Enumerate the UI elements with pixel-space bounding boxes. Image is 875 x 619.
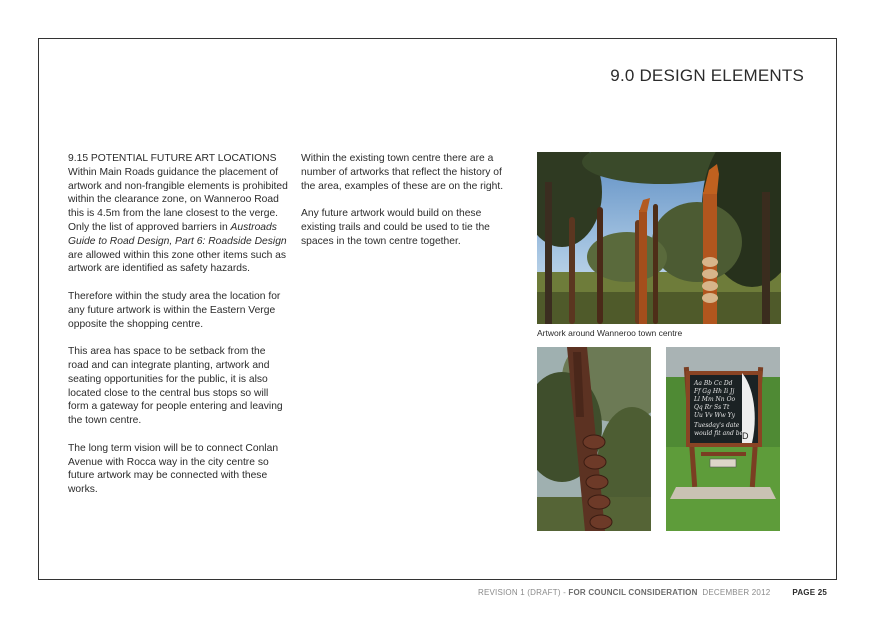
photo-chalkboard-artwork <box>666 347 780 531</box>
footer-consideration: FOR COUNCIL CONSIDERATION <box>568 588 698 597</box>
section-title: 9.0 DESIGN ELEMENTS <box>610 66 804 85</box>
footer-date: DECEMBER 2012 <box>702 588 771 597</box>
board-line-1: Aa Bb Cc Dd <box>694 380 733 387</box>
board-line-4: Qq Rr Ss Tt <box>694 404 730 411</box>
photo-artwork-poles <box>537 152 781 324</box>
paragraph-1 <box>68 152 288 276</box>
photo-sculpture-pole <box>537 347 651 531</box>
paragraph-4: The long term vision will be to connect Conlan Avenue with Rocca way in the city centre so future artwork may be connected with these works. <box>68 442 279 496</box>
text-column-middle <box>301 152 517 262</box>
footer-revision: REVISION 1 (DRAFT) - <box>477 588 569 597</box>
text-column-left <box>68 152 288 511</box>
paragraph-6: Any future artwork would build on these existing trails and could be used to tie the spaces in the town centre together. <box>301 208 490 247</box>
board-line-3: Ll Mm Nn Oo <box>694 396 736 403</box>
board-line-6: Tuesday's date <box>694 422 740 429</box>
page-number: PAGE 25 <box>792 588 827 597</box>
board-letter: D <box>742 431 749 441</box>
paragraph-3: This area has space to be setback from the road and can integrate planting, artwork and seating opportunities for the public, it is also located close to the central bus stops so will form a gateway for people entering and leaving the town centre. <box>68 346 283 427</box>
paragraph-1-text: Within Main Roads guidance the placement of artwork and non-frangible elements is prohibited within the clearance zone, on Wanneroo Road this is 4.5m from the lane closest to the verge. Only the list of approved barriers in <box>68 166 288 233</box>
board-line-5: Uu Vv Ww Yy <box>694 412 736 419</box>
board-line-2: Ff Gg Hh Ii Jj <box>694 388 735 395</box>
section-heading: 9.15 POTENTIAL FUTURE ART LOCATIONS <box>68 153 277 164</box>
paragraph-1-text-end: are allowed within this zone other items such as artwork are identified as safety hazards. <box>68 249 287 275</box>
board-line-7: would fit and be <box>694 430 744 437</box>
photo-caption: Artwork around Wanneroo town centre <box>537 328 683 338</box>
guide-reference: Austroads Guide to Road Design, Part 6: Roadside Design <box>68 221 287 247</box>
paragraph-5: Within the existing town centre there are a number of artworks that reflect the history of the area, examples of these are on the right. <box>301 153 504 192</box>
paragraph-2: Therefore within the study area the location for any future artwork is within the Eastern Verge opposite the shopping centre. <box>68 290 281 330</box>
page-footer <box>478 588 827 597</box>
